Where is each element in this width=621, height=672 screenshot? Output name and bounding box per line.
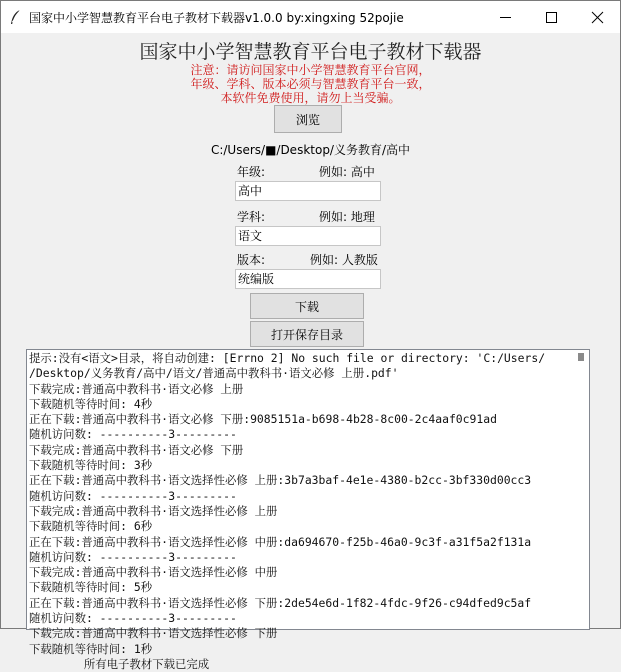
log-line: 下载随机等待时间: 4秒 [29, 396, 153, 411]
log-line: 下载完成:普通高中教科书·语文选择性必修 下册 [29, 626, 278, 641]
log-line: 随机访问数: ----------3--------- [29, 549, 237, 564]
edition-input[interactable]: 统编版 [235, 269, 381, 289]
log-textbox[interactable] [26, 349, 590, 671]
notice-line: 本软件免费使用，请勿上当受骗。 [220, 91, 401, 105]
log-line: 下载随机等待时间: 3秒 [29, 458, 153, 473]
log-line: 下载完成:普通高中教科书·语文选择性必修 上册 [29, 503, 278, 518]
log-line: 正在下载:普通高中教科书·语文选择性必修 下册:2de54e6d-1f82-4fdc-9f26-c94dfed9c5af [29, 595, 532, 610]
grade-input[interactable]: 高中 [235, 181, 381, 201]
minimize-icon [500, 12, 511, 23]
log-line: 正在下载:普通高中教科书·语文必修 下册:9085151a-b698-4b28-8c00-2c4aaf0c91ad [29, 412, 497, 427]
subject-input[interactable]: 语文 [235, 226, 381, 246]
browse-button[interactable]: 浏览 [274, 105, 342, 133]
log-lines [29, 351, 573, 672]
grade-label: 年级: [237, 165, 266, 179]
close-icon [592, 12, 603, 23]
notice-line: 注意：请访问国家中小学智慧教育平台官网， [190, 63, 431, 77]
page-title: 国家中小学智慧教育平台电子教材下载器 [139, 41, 482, 63]
subject-label: 学科: [237, 210, 266, 224]
grade-hint: 例如: 高中 [319, 165, 375, 179]
log-line: 随机访问数: ----------3--------- [29, 611, 237, 626]
log-line: 下载完成:普通高中教科书·语文选择性必修 中册 [29, 565, 278, 580]
edition-label: 版本: [237, 253, 266, 267]
minimize-button[interactable] [482, 1, 528, 33]
log-line: 下载完成:普通高中教科书·语文必修 下册 [29, 442, 244, 457]
feather-icon [9, 9, 23, 25]
edition-hint: 例如: 人教版 [310, 253, 378, 267]
log-line: 下载随机等待时间: 5秒 [29, 580, 153, 595]
maximize-icon [546, 12, 557, 23]
log-line: /Desktop/义务教育/高中/语文/普通高中教科书·语文必修 上册.pdf' [29, 366, 399, 381]
notice-text [1, 63, 620, 105]
log-line: 下载完成:普通高中教科书·语文必修 上册 [29, 381, 244, 396]
window-title: 国家中小学智慧教育平台电子教材下载器v1.0.0 by:xingxing 52pojie [29, 11, 404, 25]
save-path: C:/Users/■/Desktop/义务教育/高中 [210, 143, 411, 157]
close-button[interactable] [574, 1, 620, 33]
log-line: 提示:没有<语文>目录，将自动创建: [Errno 2] No such file or directory: 'C:/Users/ [29, 351, 546, 365]
log-line: 下载随机等待时间: 1秒 [29, 641, 153, 656]
subject-hint: 例如: 地理 [319, 210, 375, 224]
scroll-thumb[interactable] [578, 353, 584, 361]
notice-line: 年级、学科、版本必须与智慧教育平台一致， [190, 77, 431, 91]
open-folder-button[interactable]: 打开保存目录 [250, 321, 364, 347]
log-scrollbar[interactable] [573, 350, 589, 629]
log-line: 随机访问数: ----------3--------- [29, 488, 237, 503]
log-line: 下载随机等待时间: 6秒 [29, 519, 153, 534]
download-button[interactable]: 下载 [250, 293, 364, 319]
maximize-button[interactable] [528, 1, 574, 33]
log-line: 所有电子教材下载已完成 [29, 656, 210, 671]
log-line: 随机访问数: ----------3--------- [29, 427, 237, 442]
log-line: 正在下载:普通高中教科书·语文选择性必修 上册:3b7a3baf-4e1e-4380-b2cc-3bf330d00cc3 [29, 473, 532, 488]
title-bar[interactable] [1, 1, 620, 33]
log-line: 正在下载:普通高中教科书·语文选择性必修 中册:da694670-f25b-46a0-9c3f-a31f5a2f131a [29, 534, 532, 549]
